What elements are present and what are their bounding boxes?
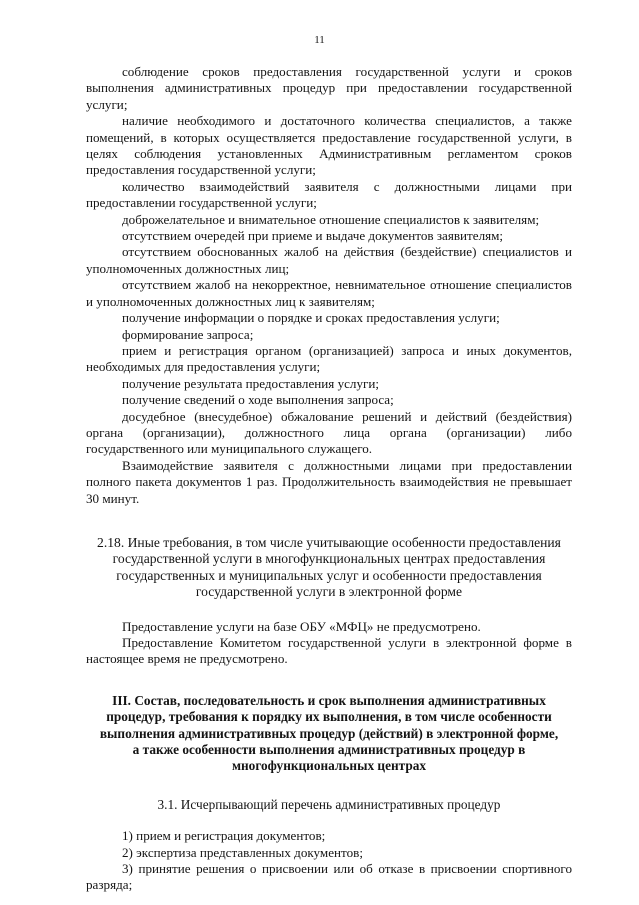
page-number: 11: [314, 34, 325, 46]
heading-line: государственной услуги в многофункциональных центрах предоставления: [112, 551, 546, 567]
paragraph: получение сведений о ходе выполнения запроса;: [122, 392, 394, 408]
paragraph: отсутствием жалоб на некорректное, невнимательное отношение специалистов и уполномоченных должностных лиц к заявителям;: [86, 277, 572, 309]
paragraph: наличие необходимого и достаточного количества специалистов, а также помещений, в которых осуществляется предоставление государственной услуги, в целях соблюдения установленных Административным регламентом сроков предоставления государственной услуги;: [86, 113, 572, 178]
section-2-18-heading: [86, 535, 572, 601]
paragraph: получение информации о порядке и сроках предоставления услуги;: [122, 310, 500, 326]
heading-line: III. Состав, последовательность и срок выполнения административных: [112, 692, 546, 708]
paragraph: формирование запроса;: [122, 326, 254, 342]
list-item: 2) экспертиза представленных документов;: [122, 844, 363, 860]
list-item: 1) прием и регистрация документов;: [122, 828, 326, 844]
heading-line: 2.18. Иные требования, в том числе учитывающие особенности предоставления: [97, 534, 561, 550]
heading-line: государственной услуги в электронной форме: [195, 584, 463, 600]
paragraph: Предоставление услуги на базе ОБУ «МФЦ» не предусмотрено.: [122, 618, 481, 634]
section-3-heading: [86, 693, 572, 775]
paragraph: прием и регистрация органом (организацией) запроса и иных документов, необходимых для предоставления услуги;: [86, 342, 572, 375]
heading-line: многофункциональных центрах: [231, 758, 427, 774]
procedures-list: [86, 828, 572, 894]
heading-line: выполнения административных процедур (действий) в электронной форме,: [99, 725, 559, 741]
document-body: [86, 64, 572, 894]
paragraph: Взаимодействие заявителя с должностными лицами при предоставлении полного пакета документов 1 раз. Продолжительность взаимодействия не превышает 30 минут.: [86, 457, 572, 506]
paragraph: количество взаимодействий заявителя с должностными лицами при предоставлении государственной услуги;: [86, 178, 572, 211]
paragraph: соблюдение сроков предоставления государственной услуги и сроков выполнения административных процедур при предоставлении государственной услуги;: [86, 64, 572, 112]
quality-criteria-list: [86, 64, 572, 507]
heading-line: а также особенности выполнения административных процедур в: [132, 742, 526, 758]
paragraph: отсутствием обоснованных жалоб на действия (бездействие) специалистов и уполномоченных должностных лиц;: [86, 244, 572, 276]
paragraph: досудебное (внесудебное) обжалование решений и действий (бездействия) органа (организации), должностного лица органа (организации) либо государственного или муниципального служащего.: [86, 408, 572, 457]
paragraph: доброжелательное и внимательное отношение специалистов к заявителям;: [122, 211, 540, 227]
paragraph: Предоставление Комитетом государственной услуги в электронной форме в настоящее время не предусмотрено.: [86, 635, 572, 667]
subsection-3-1-heading: 3.1. Исчерпывающий перечень административных процедур: [157, 796, 501, 812]
paragraph: отсутствием очередей при приеме и выдаче документов заявителям;: [122, 228, 504, 244]
heading-line: государственных и муниципальных услуг и особенности предоставления: [116, 567, 542, 583]
section-2-18-body: [86, 619, 572, 668]
list-item: 3) принятие решения о присвоении или об отказе в присвоении спортивного разряда;: [86, 861, 572, 893]
paragraph: получение результата предоставления услуги;: [122, 375, 380, 391]
heading-line: процедур, требования к порядку их выполнения, в том числе особенности: [106, 709, 552, 725]
